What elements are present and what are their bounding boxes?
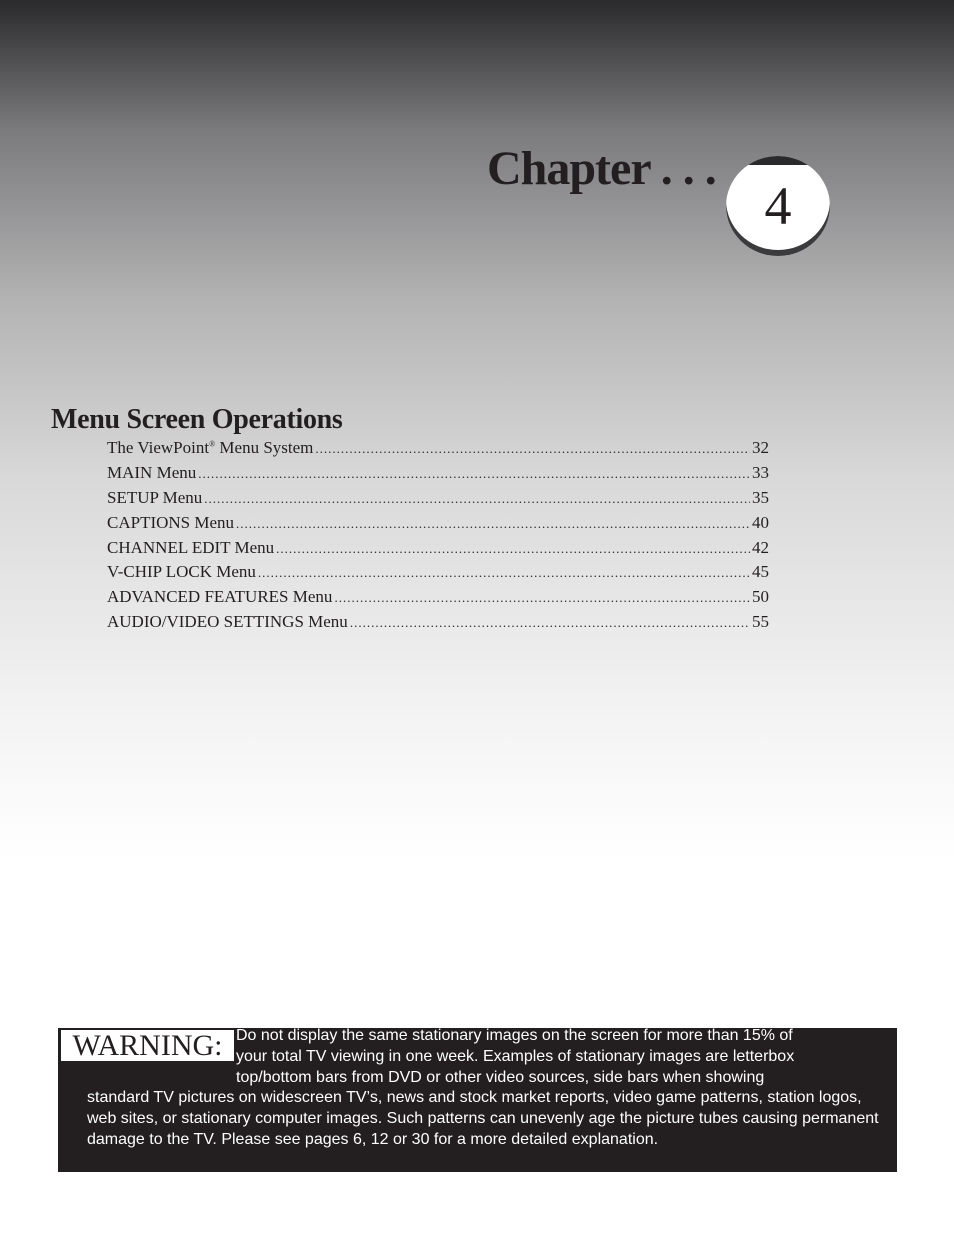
toc-entry-label-tail: Menu System [215,438,314,457]
table-of-contents [107,438,769,637]
toc-entry-label: CHANNEL EDIT Menu [107,537,275,557]
warning-line: top/bottom bars from DVD or other video sources, side bars when showing [236,1068,765,1086]
section-heading: Menu Screen Operations [51,404,343,435]
toc-leader-dots [276,541,750,557]
toc-entry-page: 50 [752,587,769,607]
toc-entry-captions-menu[interactable] [107,513,769,538]
toc-entry-page: 40 [752,512,769,532]
warning-text-body: standard TV pictures on widescreen TV’s, news and stock market reports, video game patterns, station logos, web sites, or stationary computer images. Such patterns can unevenly age the picture tubes causing permanent damage to the TV. Please see pages 6, 12 or 30 for a more detailed explanation. [87,1089,879,1148]
toc-entry-setup-menu[interactable] [107,488,769,513]
toc-entry-main-menu[interactable] [107,463,769,488]
toc-entry-label: MAIN Menu [107,462,197,482]
toc-entry-label: ADVANCED FEATURES Menu [107,587,333,607]
toc-leader-dots [315,441,750,457]
warning-line: Do not display the same stationary images on the screen for more than 15% of [236,1027,793,1044]
toc-entry-viewpoint-menu-system[interactable] [107,438,769,463]
toc-entry-label-text: The ViewPoint [107,438,210,457]
registered-mark: ® [209,439,216,449]
toc-leader-dots [236,516,750,532]
warning-label: WARNING: [61,1030,234,1061]
warning-box [58,1028,897,1172]
warning-text-intro [236,1026,876,1088]
chapter-number-badge [726,156,830,256]
toc-leader-dots [334,590,750,606]
toc-entry-audio-video-settings-menu[interactable] [107,612,769,637]
toc-entry-page: 35 [752,487,769,507]
toc-entry-page: 45 [752,562,769,582]
toc-leader-dots [350,615,750,631]
toc-entry-channel-edit-menu[interactable] [107,538,769,563]
warning-line: your total TV viewing in one week. Examples of stationary images are letterbox [236,1047,795,1065]
toc-entry-label: SETUP Menu [107,487,203,507]
toc-entry-page: 42 [752,537,769,557]
toc-entry-label: V-CHIP LOCK Menu [107,562,256,582]
chapter-title: Chapter . . . [487,142,716,195]
toc-entry-page: 32 [752,438,769,457]
toc-entry-v-chip-lock-menu[interactable] [107,562,769,587]
toc-leader-dots [198,466,750,482]
toc-leader-dots [204,491,750,507]
toc-entry-page: 33 [752,462,769,482]
toc-entry-label: CAPTIONS Menu [107,512,235,532]
toc-leader-dots [258,565,750,581]
toc-entry-label [107,438,313,458]
toc-entry-advanced-features-menu[interactable] [107,587,769,612]
chapter-number: 4 [764,176,792,236]
toc-entry-page: 55 [752,612,769,632]
toc-entry-label: AUDIO/VIDEO SETTINGS Menu [107,612,348,632]
